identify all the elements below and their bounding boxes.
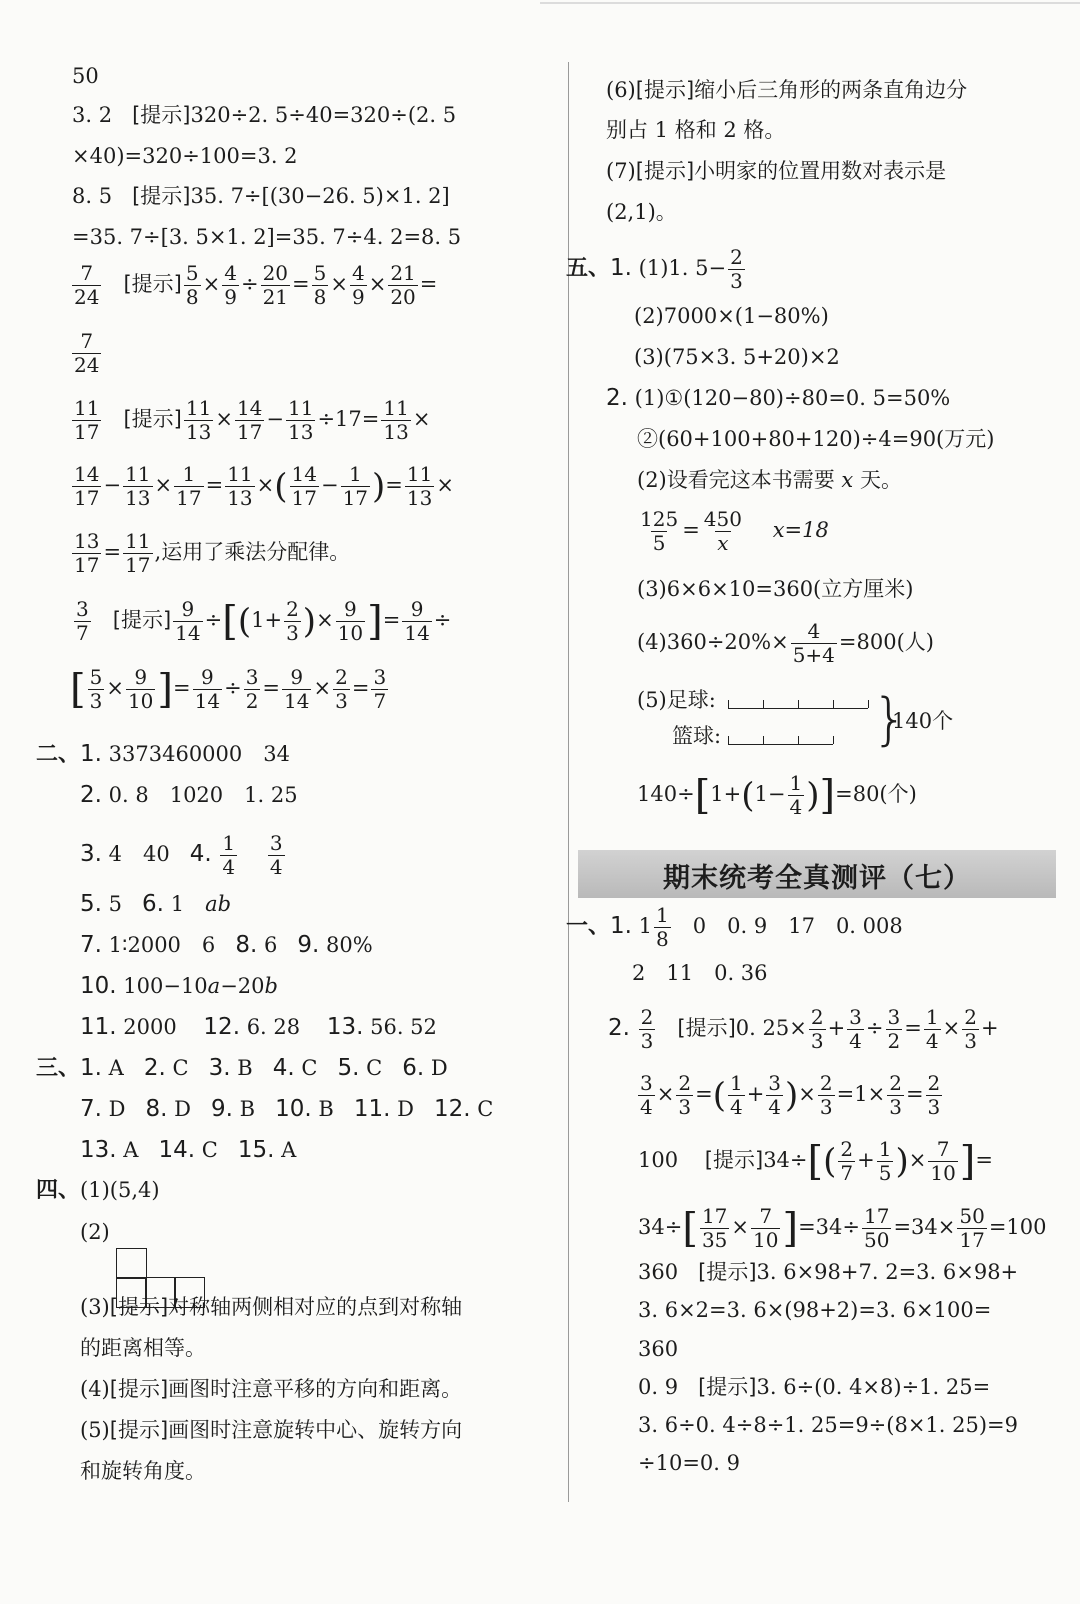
section-5-q2-6: (4)360÷20%× $\frac{4}{5+4}$ =800(人) [637,619,934,667]
tick [798,736,799,744]
section-5-q2-2: ②(60+100+80+120)÷4=90(万元) [637,427,995,451]
left-line-2: 3. 2 [提示]320÷2. 5÷40=320÷(2. 5 [72,103,457,127]
section-4-p3: (3)[提示]对称轴两侧相对应的点到对称轴 [80,1295,463,1319]
section-2-q3-q4: 3. 4 40 4. $\frac{1}{4}$ $\frac{3}{4}$ [80,831,283,879]
tick [763,736,764,744]
brace: } [872,687,908,752]
section-1-q2-l10: ÷10=0. 9 [638,1451,740,1475]
tick [728,700,729,708]
grid-cell [116,1248,147,1279]
section-1-q2-l1: 2. $\frac{2}{3}$ [提示]0. 25× $\frac{2}{3}$ + $\frac{3}{4}$ ÷ $\frac{3}{2}$ = $\frac{1}{4}$ × $\frac{2}{3}$ + [608,1005,999,1053]
hint-tag: [提示] [132,184,191,208]
basketball-bar [728,744,833,745]
left-line-10: $\frac{13}{17}$ = $\frac{11}{17}$ ,运用了乘法分配律。 [74,529,351,577]
section-2-q5-q6: 5. 5 6. 1 ab [80,891,232,917]
section-1-q2-l2: $\frac{3}{4}$ × $\frac{2}{3}$ =( $\frac{1}{4}$ + $\frac{3}{4}$ )× $\frac{2}{3}$ =1× $\frac{2}{3}$ = $\frac{2}{3}$ [640,1071,941,1119]
exam-title: 期末统考全真测评（七） [663,863,971,894]
section-1-q2-l8: 0. 9 [提示]3. 6÷(0. 4×8)÷1. 25= [638,1375,991,1399]
section-2-q10: 10. 100−10a−20b [80,973,278,999]
football-label: (5)足球: [637,688,716,712]
section-5-q2-4: $\frac{125}{5}$ = $\frac{450}{x}$ x=18 [640,507,829,555]
right-line-2: 别占 1 格和 2 格。 [606,118,786,142]
section-1-q2-l9: 3. 6÷0. 4÷8÷1. 25=9÷(8×1. 25)=9 [638,1413,1019,1437]
section-2-q11-q13: 11. 2000 12. 6. 28 13. 56. 52 [80,1014,437,1040]
section-1-q2-l7: 360 [638,1337,679,1361]
left-line-1: 50 [72,64,99,88]
left-line-4: 8. 5 [提示]35. 7÷[(30−26. 5)×1. 2] [72,184,450,208]
section-1-q1: 一、1. 1 $\frac{1}{8}$ 0 0. 9 17 0. 008 [566,903,903,951]
section-5-q2-3: (2)设看完这本书需要 x 天。 [637,468,902,492]
left-line-11: $\frac{3}{7}$ [提示] $\frac{9}{14}$ ÷[(1+ $\frac{2}{3}$ )× $\frac{9}{10}$ ]= $\frac{9}{14}$ ÷ [76,597,452,645]
section-2-q1: 二、1. 3373460000 34 [36,741,290,767]
section-5-q1-1: 五、1. (1)1. 5− $\frac{2}{3}$ [566,245,743,293]
total-label: 140个 [892,709,954,733]
basketball-label: 篮球: [672,724,722,748]
left-line-9: $\frac{14}{17}$ − $\frac{11}{13}$ × $\frac{1}{17}$ = $\frac{11}{13}$ ×( $\frac{14}{17}$ − $\frac{1}{17}$ )= $\frac{11}{13}$ × [74,462,454,510]
right-line-1: (6)[提示]缩小后三角形的两条直角边分 [606,78,968,102]
section-1-q2-l4: 34÷[ $\frac{17}{35}$ × $\frac{7}{10}$ ]=34÷ $\frac{17}{50}$ =34× $\frac{50}{17}$ =100 [638,1204,1047,1252]
section-1-q1-cont: 2 11 0. 36 [632,961,768,985]
section-5-q1-2: (2)7000×(1−80%) [634,304,829,328]
left-line-6: $\frac{7}{24}$ [提示] $\frac{5}{8}$ × $\frac{4}{9}$ ÷ $\frac{20}{21}$ = $\frac{5}{8}$ × $\frac{4}{9}$ × $\frac{21}{20}$ = [74,261,438,309]
tick [763,700,764,708]
section-4-p4: (4)[提示]画图时注意平移的方向和距离。 [80,1377,463,1401]
tick [798,700,799,708]
football-bar [728,708,868,709]
section-5-q2-8: 140÷[1+(1− $\frac{1}{4}$ )]=80(个) [637,771,917,819]
section-3-row-1: 三、1. A 2. C 3. B 4. C 5. C 6. D [36,1055,448,1081]
left-line-5: =35. 7÷[3. 5×1. 2]=35. 7÷4. 2=8. 5 [72,225,462,249]
tick [728,736,729,744]
section-4-p5: (5)[提示]画图时注意旋转中心、旋转方向 [80,1418,463,1442]
section-1-q2-l3: 100 [提示]34÷[( $\frac{2}{7}$ + $\frac{1}{5}$ )× $\frac{7}{10}$ ]= [638,1137,994,1185]
section-4-p2: (2) [80,1220,110,1244]
section-2-q2: 2. 0. 8 1020 1. 25 [80,782,298,808]
tick [833,700,834,708]
section-1-q2-l6: 3. 6×2=3. 6×(98+2)=3. 6×100= [638,1298,992,1322]
section-1-q2-l5: 360 [提示]3. 6×98+7. 2=3. 6×98+ [638,1260,1019,1284]
section-5-q2-1: 2. (1)①(120−80)÷80=0. 5=50% [606,385,951,411]
section-5-q1-3: (3)(75×3. 5+20)×2 [634,345,840,369]
left-line-12: [ $\frac{5}{3}$ × $\frac{9}{10}$ ]= $\frac{9}{14}$ ÷ $\frac{3}{2}$ = $\frac{9}{14}$ × $\frac{2}{3}$ = $\frac{3}{7}$ [70,665,387,713]
section-5-q2-5: (3)6×6×10=360(立方厘米) [637,577,914,601]
tick [868,700,869,708]
left-line-3: ×40)=320÷100=3. 2 [72,144,298,168]
section-4-p1: 四、(1)(5,4) [36,1178,160,1203]
bar-diagram [728,700,878,750]
section-2-q7-q9: 7. 1∶2000 6 8. 6 9. 80% [80,932,373,958]
top-rule [540,2,1080,4]
section-4-p3-cont: 的距离相等。 [80,1336,206,1360]
right-line-4: (2,1)。 [606,200,677,224]
right-line-3: (7)[提示]小明家的位置用数对表示是 [606,159,947,183]
hint-tag: [提示] [132,103,191,127]
section-3-row-2: 7. D 8. D 9. B 10. B 11. D 12. C [80,1096,494,1122]
section-4-p5-cont: 和旋转角度。 [80,1459,206,1483]
tick [833,736,834,744]
left-line-8: $\frac{11}{17}$ [提示] $\frac{11}{13}$ × $\frac{14}{17}$ − $\frac{11}{13}$ ÷17= $\frac{11}{13}$ × [74,396,431,444]
left-line-7: $\frac{7}{24}$ [74,329,100,377]
section-3-row-3: 13. A 14. C 15. A [80,1137,297,1163]
exam-title-banner [578,850,1056,898]
